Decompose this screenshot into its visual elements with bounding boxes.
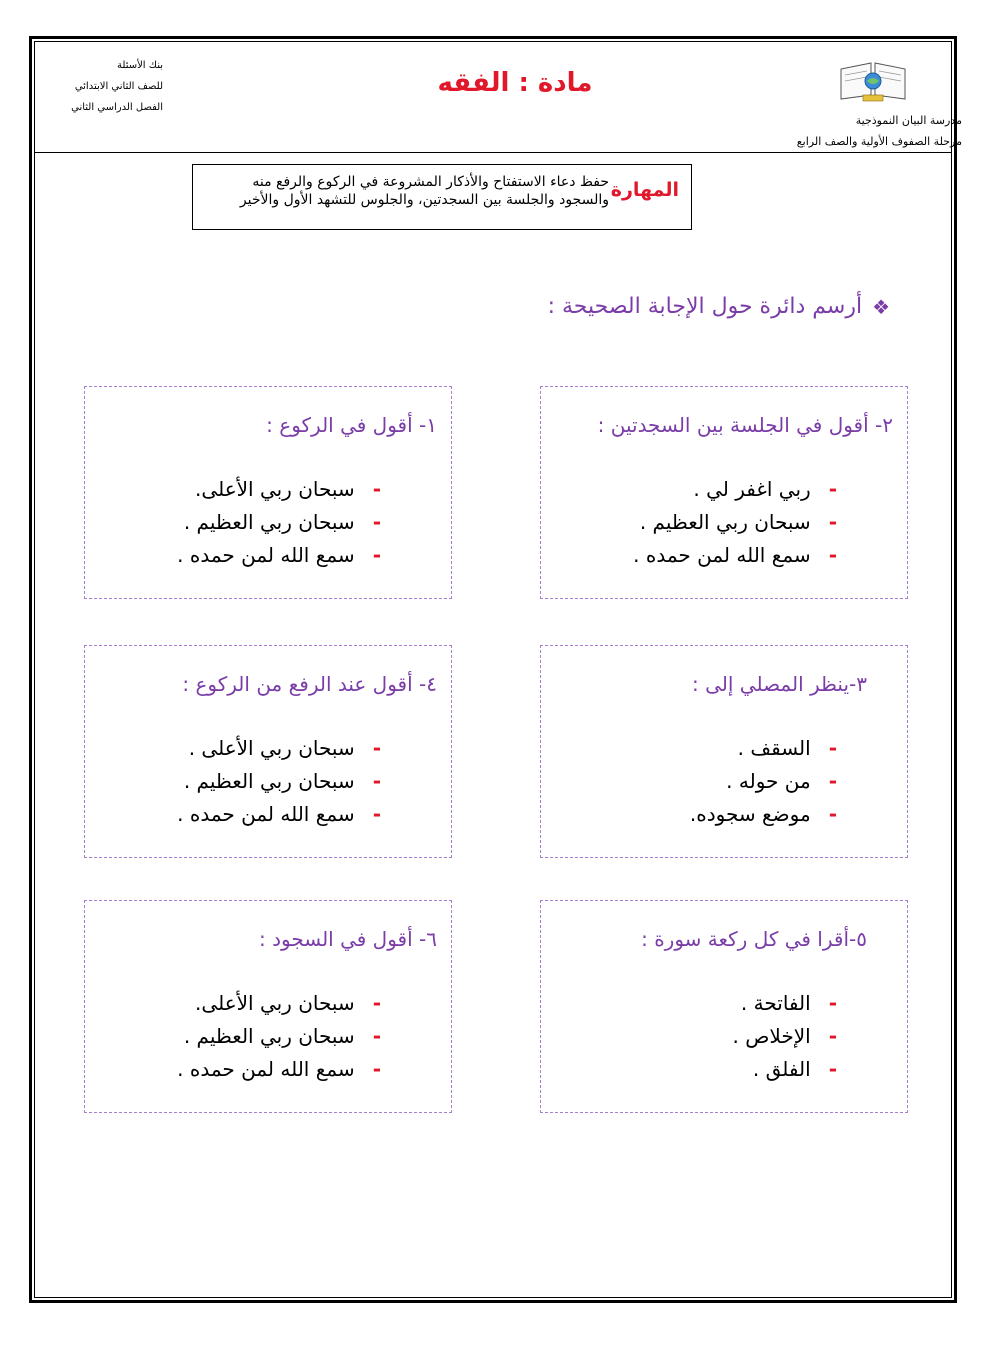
question-box-4	[84, 645, 452, 858]
answer-option[interactable]	[177, 798, 381, 831]
answer-option[interactable]	[733, 987, 837, 1020]
instruction	[548, 294, 890, 319]
subject-title: مادة : الفقه	[437, 68, 593, 98]
dash-bullet-icon: -	[372, 991, 381, 1015]
option-text: ربي اغفر لي .	[693, 477, 811, 501]
answer-option[interactable]	[733, 1020, 837, 1053]
answer-option[interactable]	[177, 732, 381, 765]
dash-bullet-icon: -	[828, 802, 837, 826]
answer-option[interactable]	[733, 1053, 837, 1086]
option-text: سمع الله لمن حمده .	[633, 543, 811, 567]
school-name: مدرسة البيان النموذجية	[855, 114, 962, 127]
option-text: سمع الله لمن حمده .	[177, 1057, 355, 1081]
dash-bullet-icon: -	[372, 1057, 381, 1081]
option-text: السقف .	[737, 736, 811, 760]
option-text: سبحان ربي العظيم .	[639, 510, 811, 534]
dash-bullet-icon: -	[372, 769, 381, 793]
option-text: سمع الله لمن حمده .	[177, 543, 355, 567]
question-box-1	[84, 386, 452, 599]
option-text: سبحان ربي الأعلى.	[195, 991, 355, 1015]
options-list	[177, 473, 381, 572]
answer-option[interactable]	[177, 1020, 381, 1053]
options-list	[733, 987, 837, 1086]
dash-bullet-icon: -	[372, 736, 381, 760]
answer-option[interactable]	[690, 732, 837, 765]
question-title: ٣-ينظر المصلي إلى :	[692, 672, 867, 696]
dash-bullet-icon: -	[372, 477, 381, 501]
option-text: الفلق .	[752, 1057, 811, 1081]
dash-bullet-icon: -	[828, 1057, 837, 1081]
options-list	[177, 987, 381, 1086]
question-title: ٦- أقول في السجود :	[259, 927, 437, 951]
option-text: موضع سجوده.	[689, 802, 811, 826]
option-text: الإخلاص .	[732, 1024, 811, 1048]
answer-option[interactable]	[690, 798, 837, 831]
options-list	[690, 732, 837, 831]
school-logo-icon	[835, 55, 911, 105]
dash-bullet-icon: -	[372, 510, 381, 534]
question-title: ٤- أقول عند الرفع من الركوع :	[182, 672, 437, 696]
question-title: ١- أقول في الركوع :	[266, 413, 437, 437]
header-divider	[34, 152, 952, 153]
dash-bullet-icon: -	[828, 1024, 837, 1048]
answer-option[interactable]	[177, 539, 381, 572]
dash-bullet-icon: -	[372, 543, 381, 567]
question-title: ٢- أقول في الجلسة بين السجدتين :	[597, 413, 893, 437]
answer-option[interactable]	[690, 765, 837, 798]
option-text: سمع الله لمن حمده .	[177, 802, 355, 826]
skill-box	[192, 164, 692, 230]
dash-bullet-icon: -	[828, 736, 837, 760]
dash-bullet-icon: -	[828, 991, 837, 1015]
answer-option[interactable]	[177, 765, 381, 798]
instruction-text: أرسم دائرة حول الإجابة الصحيحة :	[547, 294, 863, 319]
answer-option[interactable]	[633, 539, 837, 572]
semester-line: الفصل الدراسي الثاني	[71, 102, 163, 113]
answer-option[interactable]	[177, 506, 381, 539]
answer-option[interactable]	[633, 473, 837, 506]
option-text: الفاتحة .	[740, 991, 811, 1015]
question-title: ٥-أقرا في كل ركعة سورة :	[641, 927, 867, 951]
skill-text: حفظ دعاء الاستفتاح والأذكار المشروعة في الركوع والرفع منه والسجود والجلسة بين السجدتين، والجلوس للتشهد الأول والأخير	[239, 174, 609, 208]
question-box-2	[540, 386, 908, 599]
options-list	[177, 732, 381, 831]
options-list	[633, 473, 837, 572]
answer-option[interactable]	[633, 506, 837, 539]
option-text: سبحان ربي الأعلى.	[195, 477, 355, 501]
dash-bullet-icon: -	[828, 543, 837, 567]
option-text: من حوله .	[726, 769, 811, 793]
answer-option[interactable]	[177, 473, 381, 506]
bank-line: بنك الأسئلة	[117, 60, 163, 71]
option-text: سبحان ربي العظيم .	[183, 769, 355, 793]
skill-label: المهارة	[610, 179, 679, 201]
grade-line: للصف الثاني الابتدائي	[74, 81, 163, 92]
dash-bullet-icon: -	[828, 510, 837, 534]
question-bank-info	[71, 55, 163, 118]
school-info	[797, 110, 962, 152]
option-text: سبحان ربي العظيم .	[183, 1024, 355, 1048]
question-box-3	[540, 645, 908, 858]
question-box-5	[540, 900, 908, 1113]
dash-bullet-icon: -	[828, 769, 837, 793]
answer-option[interactable]	[177, 987, 381, 1020]
answer-option[interactable]	[177, 1053, 381, 1086]
diamond-bullet-icon: ❖	[872, 294, 890, 319]
school-stage: مرحلة الصفوف الأولية والصف الرابع	[796, 135, 962, 148]
option-text: سبحان ربي الأعلى .	[188, 736, 355, 760]
dash-bullet-icon: -	[828, 477, 837, 501]
dash-bullet-icon: -	[372, 1024, 381, 1048]
option-text: سبحان ربي العظيم .	[183, 510, 355, 534]
dash-bullet-icon: -	[372, 802, 381, 826]
question-box-6	[84, 900, 452, 1113]
